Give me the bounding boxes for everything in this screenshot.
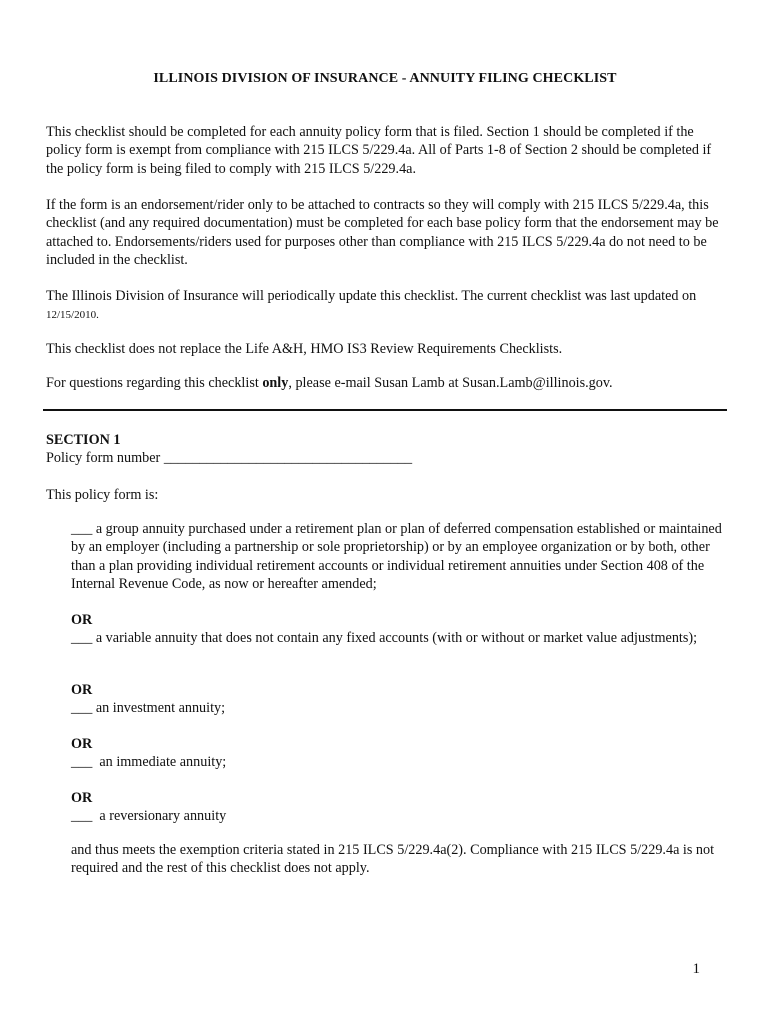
- this-policy-form-is-label: This policy form is:: [46, 487, 159, 503]
- option-group-annuity-text: a group annuity purchased under a retirement plan or plan of deferred compensation established or maintained by an employer (including a partnership or sole proprietorship) or by an employee organization or by both, other than a plan providing individual retirement accounts or individual retirement annuities under Section 408 of the Internal Revenue Code, as now or hereafter amended;: [71, 521, 722, 592]
- option-reversionary-annuity-text: a reversionary annuity: [92, 808, 227, 825]
- option-immediate-annuity-checkbox[interactable]: ___: [71, 754, 93, 771]
- document-title: ILLINOIS DIVISION OF INSURANCE - ANNUITY FILING CHECKLIST: [153, 71, 617, 86]
- policy-form-label: Policy form number: [46, 450, 161, 467]
- option-immediate-annuity-text: an immediate annuity;: [92, 754, 227, 771]
- or-label: OR: [71, 736, 93, 752]
- page-number: 1: [692, 961, 700, 977]
- questions-prefix: For questions regarding this checklist: [46, 375, 263, 391]
- option-reversionary-annuity-checkbox[interactable]: ___: [71, 808, 93, 825]
- or-label: OR: [71, 612, 93, 628]
- update-date: 12/15/2010.: [46, 309, 99, 322]
- or-label: OR: [71, 790, 93, 806]
- option-investment-annuity-text: an investment annuity;: [92, 700, 226, 717]
- or-label: OR: [71, 682, 93, 698]
- exemption-conclusion: and thus meets the exemption criteria stated in 215 ILCS 5/229.4a(2). Compliance with 215 ILCS 5/229.4a is not required and the rest of this checklist does not apply.: [71, 842, 715, 877]
- option-variable-annuity-text: a variable annuity that does not contain any fixed accounts (with or without or market value adjustments);: [92, 630, 698, 647]
- intro-paragraph: This checklist should be completed for each annuity policy form that is filed. Section 1 should be completed if the policy form is exempt from compliance with 215 ILCS 5/229.4a. All of Parts 1-8 of Section 2 should be completed if the policy form is being filed to comply with 215 ILCS 5/229.4a.: [46, 124, 712, 177]
- update-text: The Illinois Division of Insurance will periodically update this checklist. The current checklist was last updated on: [46, 288, 697, 304]
- option-reversionary-annuity: [71, 789, 731, 826]
- questions-paragraph: [46, 374, 728, 392]
- option-investment-annuity-checkbox[interactable]: ___: [71, 700, 93, 717]
- option-variable-annuity-checkbox[interactable]: ___: [71, 630, 93, 647]
- section1-heading: SECTION 1: [46, 432, 121, 448]
- option-group-annuity-checkbox[interactable]: ___: [71, 521, 93, 537]
- section-divider: [43, 409, 727, 411]
- update-paragraph: [46, 287, 728, 325]
- questions-only-emphasis: only: [262, 375, 289, 391]
- option-investment-annuity: [71, 681, 731, 718]
- questions-suffix: , please e-mail Susan Lamb at Susan.Lamb@illinois.gov.: [288, 375, 613, 391]
- endorsement-paragraph: If the form is an endorsement/rider only to be attached to contracts so they will comply with 215 ILCS 5/229.4a, this checklist (and any required documentation) must be completed for each base policy form that the endorsement may be attached to. Endorsements/riders used for purposes other than compliance with 215 ILCS 5/229.4a do not need to be included in the checklist.: [46, 197, 719, 268]
- option-immediate-annuity: [71, 735, 731, 772]
- section1-header: [46, 431, 728, 468]
- option-group-annuity: [71, 520, 731, 593]
- policy-form-number-field[interactable]: ___________________________________: [163, 450, 413, 467]
- replace-paragraph: This checklist does not replace the Life A&H, HMO IS3 Review Requirements Checklists.: [46, 341, 563, 357]
- option-variable-annuity: [71, 611, 731, 648]
